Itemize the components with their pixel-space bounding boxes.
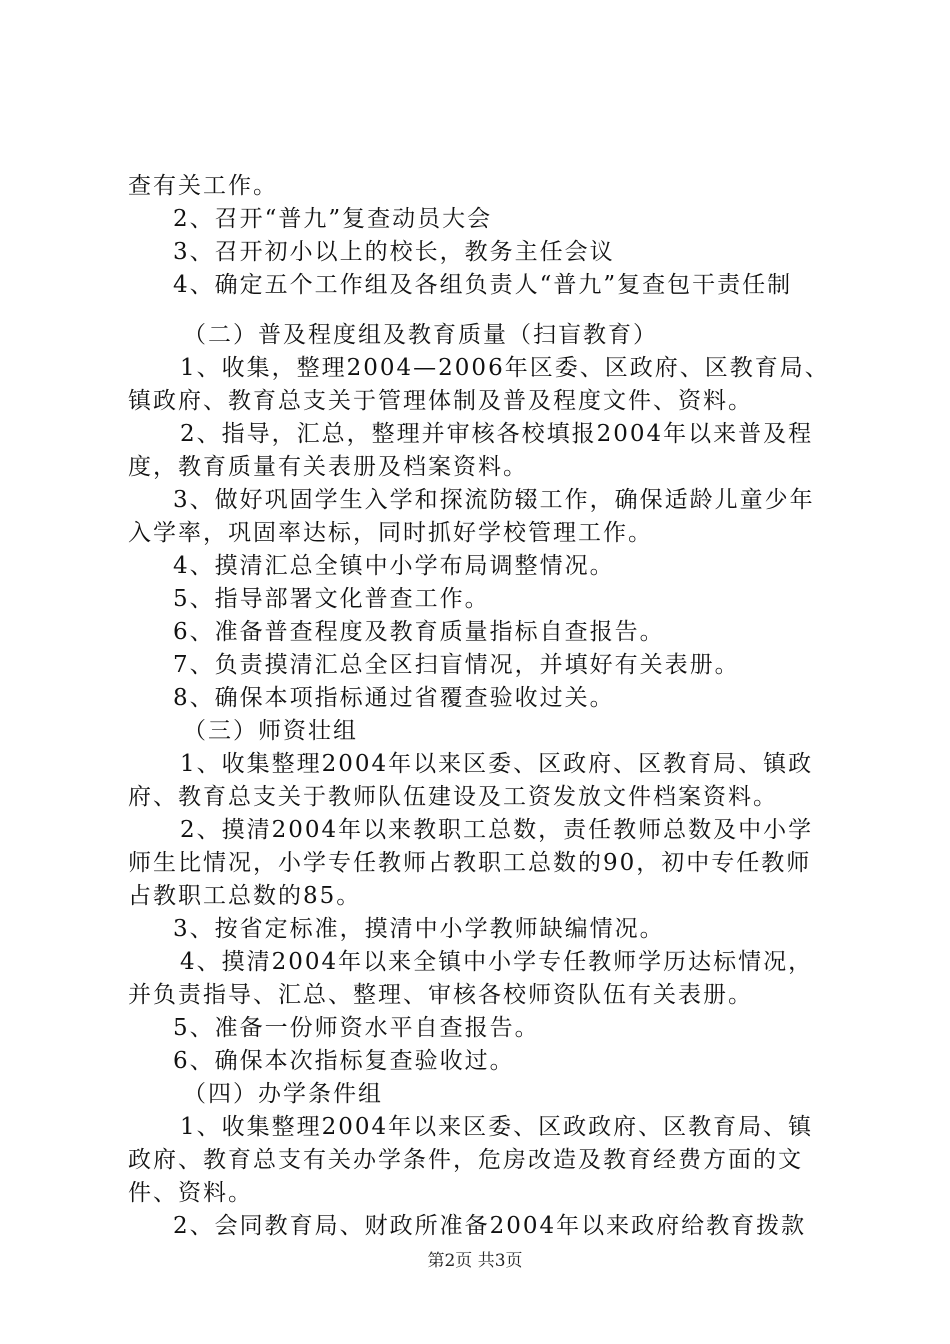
text-line: 2、召开“普九”复查动员大会 — [173, 206, 493, 232]
text-line: 5、准备一份师资水平自查报告。 — [173, 1015, 540, 1041]
section-heading: （四）办学条件组 — [183, 1081, 383, 1107]
page-footer — [0, 1246, 950, 1271]
text-line: 5、指导部署文化普查工作。 — [173, 586, 490, 612]
text-line: 8、确保本项指标通过省覆查验收过关。 — [173, 685, 615, 711]
text-line: 7、负责摸清汇总全区扫盲情况，并填好有关表册。 — [173, 652, 740, 678]
text-line: 3、召开初小以上的校长，教务主任会议 — [173, 239, 615, 265]
text-line: 4、摸清汇总全镇中小学布局调整情况。 — [173, 553, 615, 579]
text-line: 1、收集，整理2004—2006年区委、区政府、区教育局、 — [180, 355, 830, 381]
text-line: 3、做好巩固学生入学和探流防辍工作，确保适龄儿童少年 — [173, 487, 815, 513]
text-line: 镇政府、教育总支关于管理体制及普及程度文件、资料。 — [128, 388, 753, 414]
text-line: 占教职工总数的85。 — [128, 883, 362, 909]
text-line: 并负责指导、汇总、整理、审核各校师资队伍有关表册。 — [128, 982, 753, 1008]
paragraph-gap — [128, 302, 838, 319]
text-line: 2、会同教育局、财政所准备2004年以来政府给教育拨款 — [173, 1213, 807, 1239]
text-line: 师生比情况，小学专任教师占教职工总数的90，初中专任教师 — [128, 850, 812, 876]
text-line: 2、指导，汇总，整理并审核各校填报2004年以来普及程 — [180, 421, 814, 447]
text-line: 6、确保本次指标复查验收过。 — [173, 1048, 515, 1074]
text-line: 3、按省定标准，摸清中小学教师缺编情况。 — [173, 916, 665, 942]
section-heading: （二）普及程度组及教育质量（扫盲教育） — [183, 322, 658, 348]
text-line: 1、收集整理2004年以来区委、区政政府、区教育局、镇 — [180, 1114, 814, 1140]
text-line: 1、收集整理2004年以来区委、区政府、区教育局、镇政 — [180, 751, 814, 777]
text-line: 入学率，巩固率达标，同时抓好学校管理工作。 — [128, 520, 653, 546]
document-body — [128, 170, 838, 1243]
text-line: 2、摸清2004年以来教职工总数，责任教师总数及中小学 — [180, 817, 814, 843]
text-line: 政府、教育总支有关办学条件，危房改造及教育经费方面的文 — [128, 1147, 803, 1173]
page-number: 第2页 共3页 — [427, 1251, 523, 1271]
text-line: 件、资料。 — [128, 1180, 253, 1206]
section-heading: （三）师资壮组 — [183, 718, 358, 744]
text-line: 6、准备普查程度及教育质量指标自查报告。 — [173, 619, 665, 645]
text-line: 4、摸清2004年以来全镇中小学专任教师学历达标情况， — [180, 949, 814, 975]
text-line: 府、教育总支关于教师队伍建设及工资发放文件档案资料。 — [128, 784, 778, 810]
text-line: 度，教育质量有关表册及档案资料。 — [128, 454, 528, 480]
text-line: 查有关工作。 — [128, 173, 278, 199]
text-line: 4、确定五个工作组及各组负责人“普九”复查包干责任制 — [173, 272, 793, 298]
